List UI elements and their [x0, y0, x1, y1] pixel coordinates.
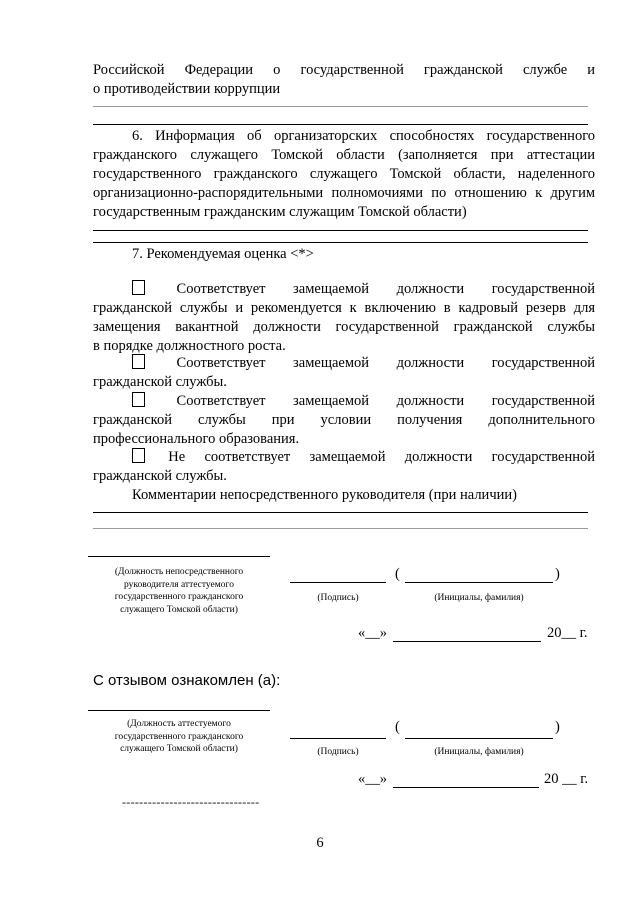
option-1-line-1[interactable] — [132, 280, 595, 299]
word: для — [573, 300, 596, 316]
option-2-line-1[interactable] — [132, 354, 595, 373]
word: государственного — [93, 166, 202, 182]
word: 6. — [132, 128, 143, 144]
word: другим — [550, 185, 596, 201]
word: государственной — [335, 319, 439, 335]
paren-open: ( — [395, 566, 400, 582]
section6-line-4 — [93, 184, 595, 203]
date-line[interactable] — [393, 787, 539, 788]
option-4-line-1[interactable] — [132, 448, 595, 467]
word: службе — [523, 62, 568, 78]
date-quote: «__» — [358, 625, 387, 641]
comments-line[interactable] — [93, 512, 588, 513]
word: организаторских — [273, 128, 378, 144]
word: гражданской — [423, 62, 503, 78]
position-caption-1: (Должность непосредственного руководителя аттестуемого государственного гражданского служащего Томской области) — [114, 567, 244, 615]
option-1-line-2 — [93, 299, 595, 318]
word: Российской — [93, 62, 165, 78]
word: государственной — [491, 393, 596, 409]
word: резерв — [525, 300, 566, 316]
checkbox-option-2[interactable] — [132, 354, 145, 369]
word: службы — [198, 412, 246, 428]
comments-line[interactable] — [93, 528, 588, 529]
section7-title: 7. Рекомендуемая оценка <*> — [132, 246, 314, 262]
word: Федерации — [184, 62, 254, 78]
word: условии — [320, 412, 372, 428]
checkbox-option-3[interactable] — [132, 392, 145, 407]
signature-line[interactable] — [290, 582, 386, 583]
word: гражданской — [453, 319, 533, 335]
intro-line-2: о противодействии коррупции — [93, 81, 281, 97]
word: государственного — [486, 128, 596, 144]
option-3-line-1[interactable] — [132, 392, 595, 411]
option-3-line-2 — [93, 411, 595, 430]
word: должности — [396, 393, 465, 409]
word: гражданского — [213, 166, 298, 182]
word: должности — [404, 449, 473, 465]
option-1-line-3 — [93, 318, 595, 337]
word: Соответствует — [176, 393, 266, 409]
blank-line — [93, 124, 588, 125]
word: организационно-распорядительными — [93, 185, 324, 201]
word: замещаемой — [293, 355, 370, 371]
word: служащего — [309, 166, 378, 182]
word: области — [336, 147, 385, 163]
checkbox-option-4[interactable] — [132, 448, 145, 463]
acknowledgement-label: С отзывом ознакомлен (а): — [93, 672, 281, 689]
word: наделенного — [517, 166, 596, 182]
word: к — [349, 300, 357, 316]
word: при — [271, 412, 295, 428]
position-line[interactable] — [88, 710, 270, 711]
comments-label: Комментарии непосредственного руководителя (при наличии) — [132, 487, 517, 503]
word: государственной — [491, 281, 596, 297]
section6-line-1 — [132, 127, 595, 146]
section6-line-5: государственным гражданским служащим Томской области) — [93, 204, 467, 220]
word: отношению — [454, 185, 527, 201]
word: получения — [397, 412, 463, 428]
option-2-line-2: гражданской службы. — [93, 374, 227, 390]
signature-caption: (Подпись) — [317, 747, 359, 757]
word: должности — [396, 355, 465, 371]
signature-caption: (Подпись) — [317, 593, 359, 603]
word: вакантной — [175, 319, 239, 335]
section6-line-2 — [93, 146, 595, 165]
date-line[interactable] — [393, 641, 541, 642]
blank-line — [93, 242, 588, 243]
name-caption: (Инициалы, фамилия) — [434, 747, 524, 757]
word: должности — [253, 319, 321, 335]
page-number: 6 — [316, 835, 324, 851]
name-line[interactable] — [405, 582, 553, 583]
word: полномочиями — [331, 185, 423, 201]
date-quote: «__» — [358, 771, 387, 787]
word: государственной — [491, 449, 596, 465]
word: о — [273, 62, 281, 78]
paren-close: ) — [555, 566, 560, 582]
word: замещаемой — [309, 449, 386, 465]
word: должности — [396, 281, 465, 297]
paren-open: ( — [395, 719, 400, 735]
word: по — [431, 185, 447, 201]
name-caption: (Инициалы, фамилия) — [434, 593, 524, 603]
word: (заполняется — [398, 147, 478, 163]
word: государственной — [491, 355, 596, 371]
blank-line — [93, 230, 588, 231]
word: Информация — [155, 128, 235, 144]
blank-line — [93, 106, 588, 107]
word: Соответствует — [176, 281, 266, 297]
word: служащего — [190, 147, 258, 163]
name-line[interactable] — [405, 738, 553, 739]
word: в — [443, 300, 451, 316]
word: Томской — [271, 147, 323, 163]
word: замещаемой — [293, 281, 370, 297]
position-line[interactable] — [88, 556, 270, 557]
word: замещаемой — [293, 393, 370, 409]
word: рекомендуется — [250, 300, 342, 316]
option-4-line-2: гражданской службы. — [93, 468, 227, 484]
word: Не — [168, 449, 186, 465]
word: замещения — [93, 319, 161, 335]
word: при — [490, 147, 514, 163]
word: службы — [179, 300, 228, 316]
word: способностях — [389, 128, 475, 144]
word: области, — [453, 166, 506, 182]
word: об — [247, 128, 262, 144]
word: аттестации — [526, 147, 596, 163]
date-year: 20__ г. — [547, 625, 588, 641]
intro-line-1 — [93, 61, 595, 80]
word: дополнительного — [488, 412, 596, 428]
word: кадровый — [458, 300, 518, 316]
word: службы — [547, 319, 595, 335]
option-1-line-4: в порядке должностного роста. — [93, 338, 286, 354]
option-3-line-3: профессионального образования. — [93, 431, 300, 447]
word: соответствует — [204, 449, 291, 465]
section6-line-3 — [93, 165, 595, 184]
word: включению — [364, 300, 436, 316]
footnote-separator: -------------------------------- — [122, 795, 260, 809]
position-caption-2: (Должность аттестуемого государственного гражданского служащего Томской области) — [114, 719, 244, 754]
checkbox-option-1[interactable] — [132, 280, 145, 295]
signature-line[interactable] — [290, 738, 386, 739]
word: гражданской — [93, 412, 172, 428]
word: гражданской — [93, 300, 172, 316]
paren-close: ) — [555, 719, 560, 735]
word: и — [587, 62, 596, 78]
word: государственной — [300, 62, 404, 78]
word: к — [535, 185, 543, 201]
word: Томской — [389, 166, 442, 182]
date-year: 20 __ г. — [544, 771, 589, 787]
word: и — [235, 300, 244, 316]
word: гражданского — [93, 147, 178, 163]
word: Соответствует — [176, 355, 266, 371]
